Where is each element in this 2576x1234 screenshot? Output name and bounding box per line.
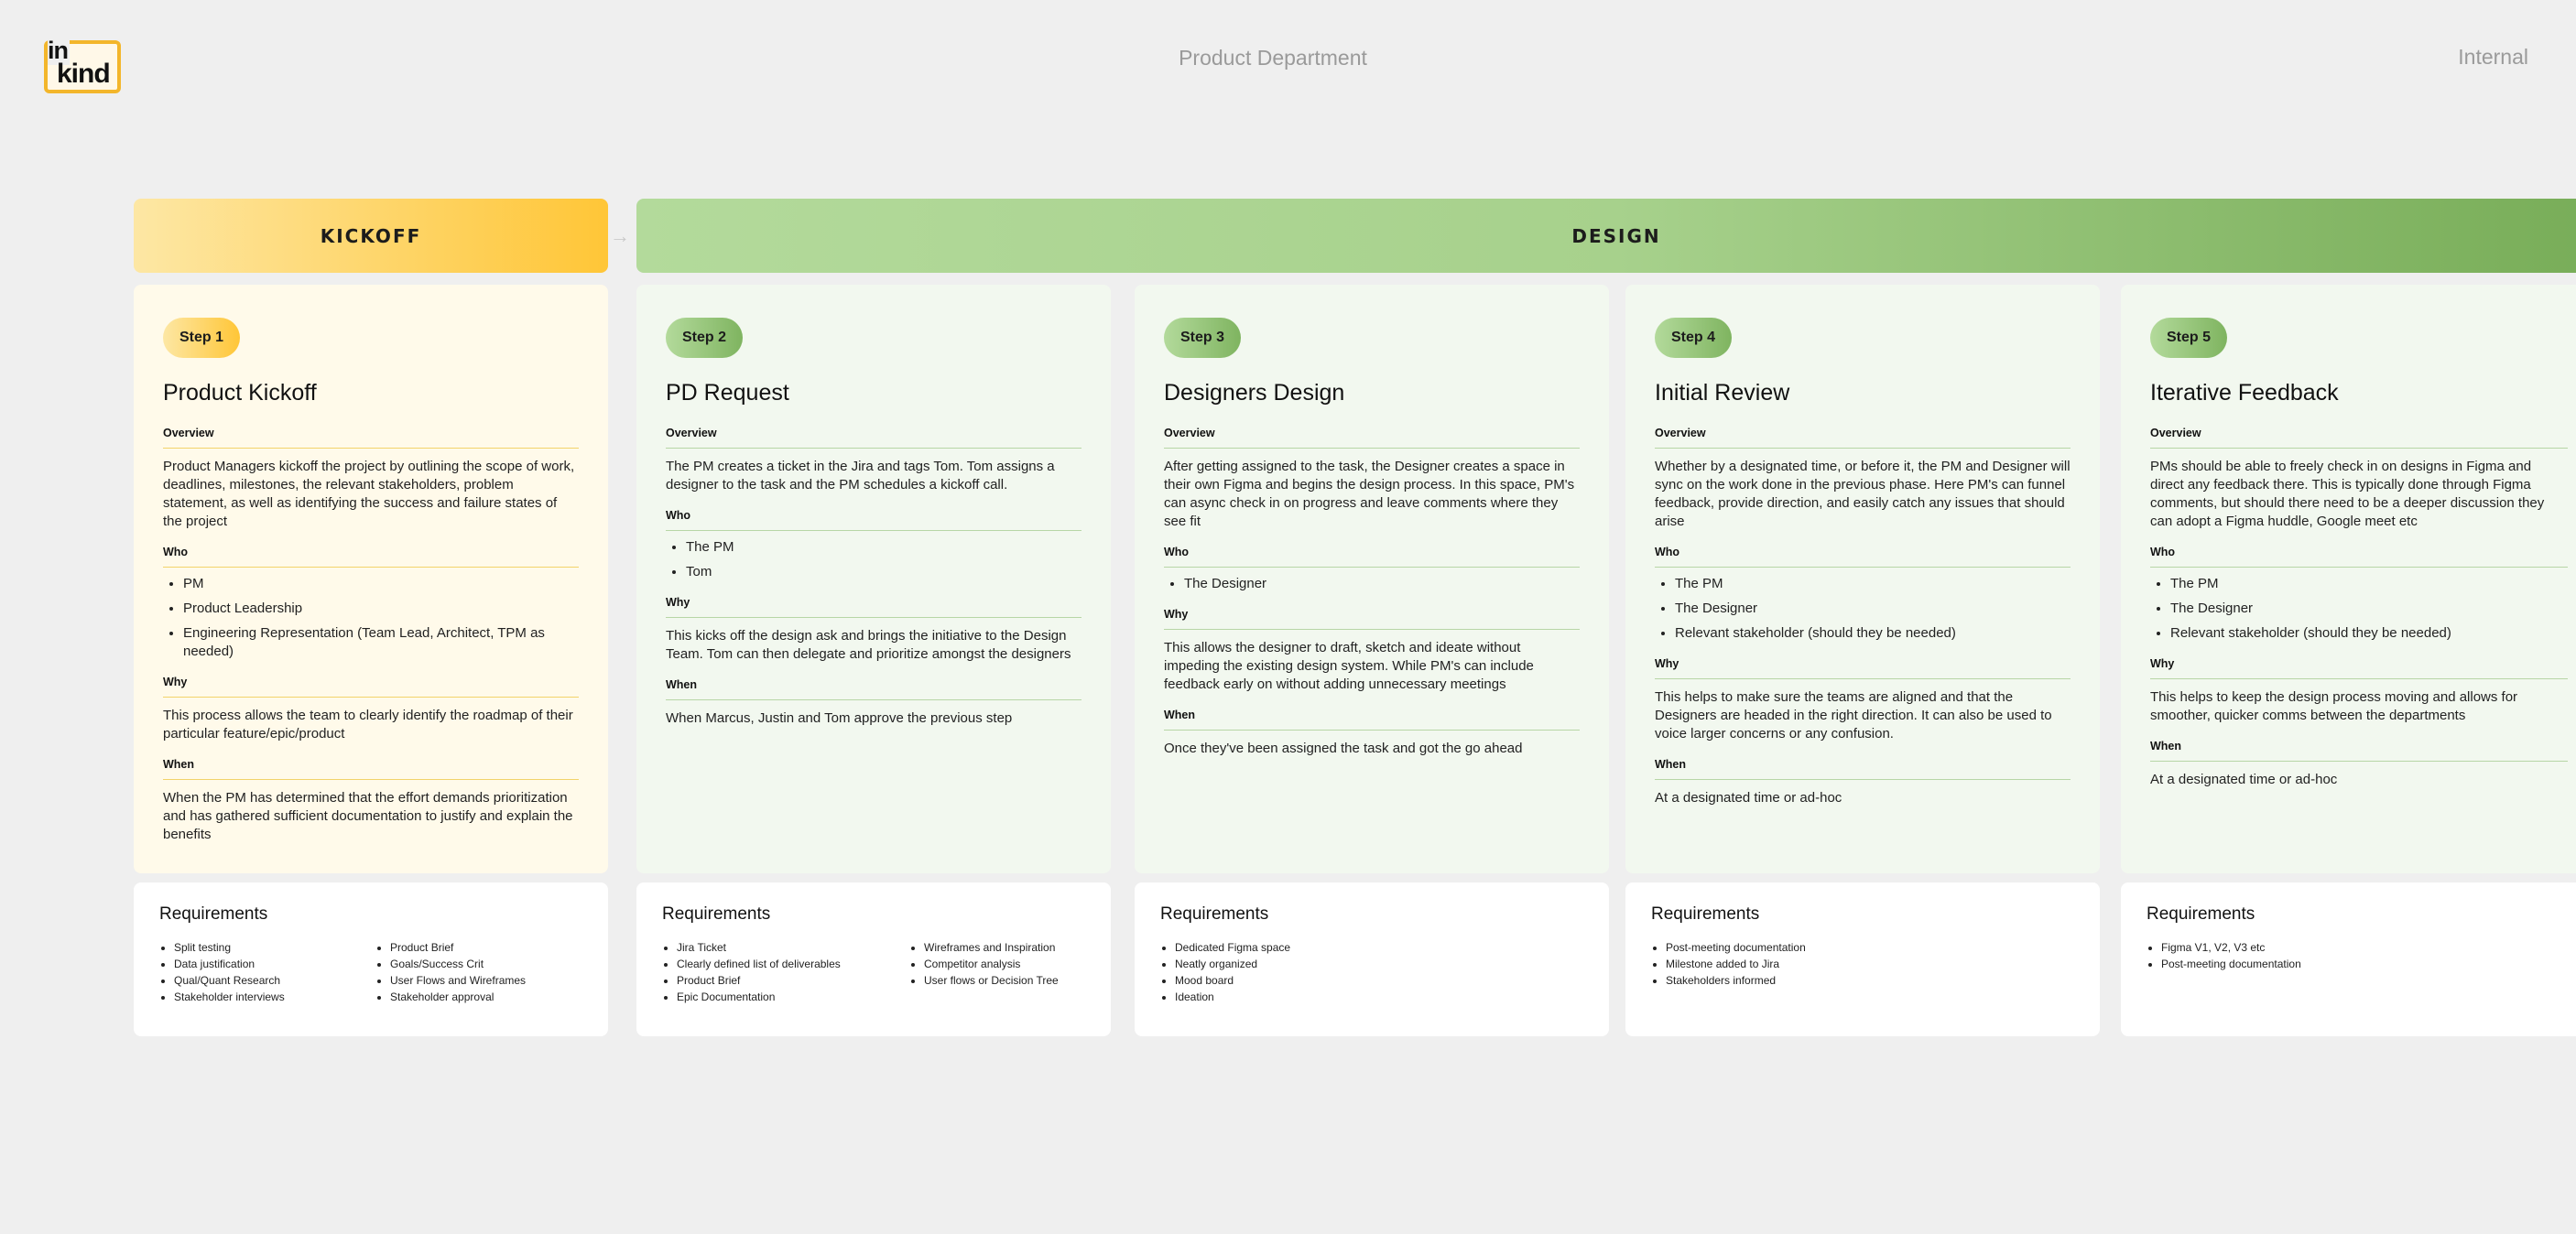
requirements-title: Requirements	[662, 904, 771, 924]
when-text: Once they've been assigned the task and got the go ahead	[1164, 741, 1523, 756]
step-badge: Step 2	[666, 318, 743, 358]
requirements-columns	[2147, 939, 2571, 972]
step-card	[1135, 285, 1609, 873]
requirements-card	[636, 882, 1111, 1036]
overview-label: Overview	[163, 427, 579, 449]
who-item: • The Designer	[1675, 600, 2071, 618]
why-text: This allows the designer to draft, sketch and ideate without impeding the existing design system. While PM's can include feedback early on without adding unnecessary meetings	[1164, 640, 1534, 692]
when-label: When	[2150, 740, 2568, 762]
inkind-logo	[44, 37, 121, 93]
phase-bar-design: DESIGN	[636, 199, 2576, 273]
when-text: When the PM has determined that the effort demands prioritization and has gathered sufficient documentation to justify and explain the benefits	[163, 790, 573, 842]
step-card	[1625, 285, 2100, 873]
who-item: • Tom	[686, 563, 1081, 581]
requirements-card	[1625, 882, 2100, 1036]
step-title: Designers Design	[1164, 380, 1345, 406]
requirements-columns	[1160, 939, 1583, 1005]
who-list	[1164, 575, 1580, 593]
requirement-item: • Milestone added to Jira	[1666, 956, 1806, 972]
requirement-item: • Qual/Quant Research	[174, 972, 375, 989]
requirements-list	[2147, 939, 2301, 972]
requirements-list	[375, 939, 526, 1005]
requirements-card	[2121, 882, 2576, 1036]
step-card	[2121, 285, 2576, 873]
why-text: This process allows the team to clearly identify the roadmap of their particular feature/epic/product	[163, 708, 573, 741]
when-text: At a designated time or ad-hoc	[1655, 790, 1842, 806]
requirement-item: • Split testing	[174, 939, 375, 956]
why-label: Why	[666, 596, 1081, 618]
requirement-item: • Post-meeting documentation	[2161, 956, 2301, 972]
when-text: When Marcus, Justin and Tom approve the previous step	[666, 710, 1013, 726]
requirements-title: Requirements	[159, 904, 268, 924]
when-label: When	[666, 678, 1081, 700]
requirements-card	[1135, 882, 1609, 1036]
overview-label: Overview	[2150, 427, 2568, 449]
why-label: Why	[163, 676, 579, 698]
step-title: Initial Review	[1655, 380, 1790, 406]
who-item: • The PM	[2170, 575, 2568, 593]
who-item: • Relevant stakeholder (should they be needed)	[2170, 624, 2568, 643]
requirement-item: • Product Brief	[390, 939, 526, 956]
requirements-card	[134, 882, 608, 1036]
requirement-item: • Product Brief	[677, 972, 909, 989]
who-item: • PM	[183, 575, 579, 593]
when-label: When	[163, 758, 579, 780]
requirement-item: • Goals/Success Crit	[390, 956, 526, 972]
overview-text: Product Managers kickoff the project by outlining the scope of work, deadlines, milestones, the relevant stakeholders, problem statement, as well as identifying the success and failure states of the project	[163, 459, 575, 529]
step-title: PD Request	[666, 380, 789, 406]
who-label: Who	[163, 546, 579, 568]
requirement-item: • Figma V1, V2, V3 etc	[2161, 939, 2301, 956]
why-label: Why	[1164, 608, 1580, 630]
classification-label: Internal	[2458, 45, 2528, 69]
requirements-columns	[662, 939, 1085, 1005]
when-text: At a designated time or ad-hoc	[2150, 772, 2338, 787]
requirements-columns	[159, 939, 582, 1005]
who-list	[163, 575, 579, 661]
who-item: • The Designer	[1184, 575, 1580, 593]
why-text: This helps to make sure the teams are aligned and that the Designers are headed in the right direction. It can also be used to voice larger concerns or any confusion.	[1655, 689, 2052, 741]
why-label: Why	[1655, 657, 2071, 679]
requirement-item: • User flows or Decision Tree	[924, 972, 1059, 989]
who-list	[1655, 575, 2071, 643]
requirements-title: Requirements	[2147, 904, 2255, 924]
why-text: This kicks off the design ask and brings the initiative to the Design Team. Tom can then delegate and prioritize amongst the designers	[666, 628, 1071, 662]
step-badge: Step 4	[1655, 318, 1732, 358]
requirement-item: • Clearly defined list of deliverables	[677, 956, 909, 972]
step-badge: Step 3	[1164, 318, 1241, 358]
why-label: Why	[2150, 657, 2568, 679]
requirement-item: • Mood board	[1175, 972, 1290, 989]
who-item: • The PM	[686, 538, 1081, 557]
arrow-right-icon: →	[610, 224, 630, 247]
who-item: • Relevant stakeholder (should they be needed)	[1675, 624, 2071, 643]
who-label: Who	[1164, 546, 1580, 568]
requirement-item: • Epic Documentation	[677, 989, 909, 1005]
overview-label: Overview	[666, 427, 1081, 449]
requirement-item: • Stakeholder approval	[390, 989, 526, 1005]
requirements-list	[159, 939, 375, 1005]
overview-text: After getting assigned to the task, the Designer creates a space in their own Figma and begins the design process. In this space, PM's can async check in on progress and leave comments where they see fit	[1164, 459, 1575, 529]
requirement-item: • Ideation	[1175, 989, 1290, 1005]
requirement-item: • Post-meeting documentation	[1666, 939, 1806, 956]
requirement-item: • Stakeholder interviews	[174, 989, 375, 1005]
step-title: Product Kickoff	[163, 380, 317, 406]
who-label: Who	[666, 509, 1081, 531]
requirements-list	[662, 939, 909, 1005]
requirements-title: Requirements	[1651, 904, 1760, 924]
who-list	[2150, 575, 2568, 643]
overview-text: The PM creates a ticket in the Jira and tags Tom. Tom assigns a designer to the task and the PM schedules a kickoff call.	[666, 459, 1055, 493]
requirement-item: • Wireframes and Inspiration	[924, 939, 1059, 956]
when-label: When	[1164, 709, 1580, 731]
who-item: • The PM	[1675, 575, 2071, 593]
logo-text-kind: kind	[57, 59, 110, 89]
requirement-item: • Stakeholders informed	[1666, 972, 1806, 989]
when-label: When	[1655, 758, 2071, 780]
requirement-item: • Data justification	[174, 956, 375, 972]
overview-label: Overview	[1655, 427, 2071, 449]
who-item: • The Designer	[2170, 600, 2568, 618]
who-item: • Product Leadership	[183, 600, 579, 618]
phase-bar-kickoff: KICKOFF	[134, 199, 608, 273]
step-title: Iterative Feedback	[2150, 380, 2339, 406]
who-item: • Engineering Representation (Team Lead, Architect, TPM as needed)	[183, 624, 579, 661]
requirement-item: • Competitor analysis	[924, 956, 1059, 972]
requirements-list	[1651, 939, 1806, 989]
who-list	[666, 538, 1081, 581]
requirements-columns	[1651, 939, 2074, 989]
who-label: Who	[1655, 546, 2071, 568]
who-label: Who	[2150, 546, 2568, 568]
requirement-item: • Jira Ticket	[677, 939, 909, 956]
requirements-list	[1160, 939, 1290, 1005]
step-badge: Step 1	[163, 318, 240, 358]
overview-label: Overview	[1164, 427, 1580, 449]
overview-text: Whether by a designated time, or before it, the PM and Designer will sync on the work done in the previous phase. Here PM's can funnel feedback, provide direction, and easily catch any issues that should arise	[1655, 459, 2071, 529]
requirements-title: Requirements	[1160, 904, 1269, 924]
step-card	[636, 285, 1111, 873]
why-text: This helps to keep the design process moving and allows for smoother, quicker comms between the departments	[2150, 689, 2518, 723]
requirement-item: • Dedicated Figma space	[1175, 939, 1290, 956]
department-title: Product Department	[1179, 46, 1367, 70]
requirement-item: • User Flows and Wireframes	[390, 972, 526, 989]
step-badge: Step 5	[2150, 318, 2227, 358]
overview-text: PMs should be able to freely check in on designs in Figma and direct any feedback there. This is typically done through Figma comments, but should there need to be a deeper discussion they can adopt a Figma huddle, Google meet etc	[2150, 459, 2545, 529]
step-card	[134, 285, 608, 873]
logo-text-in: in	[48, 37, 68, 64]
requirement-item: • Neatly organized	[1175, 956, 1290, 972]
requirements-list	[909, 939, 1059, 1005]
